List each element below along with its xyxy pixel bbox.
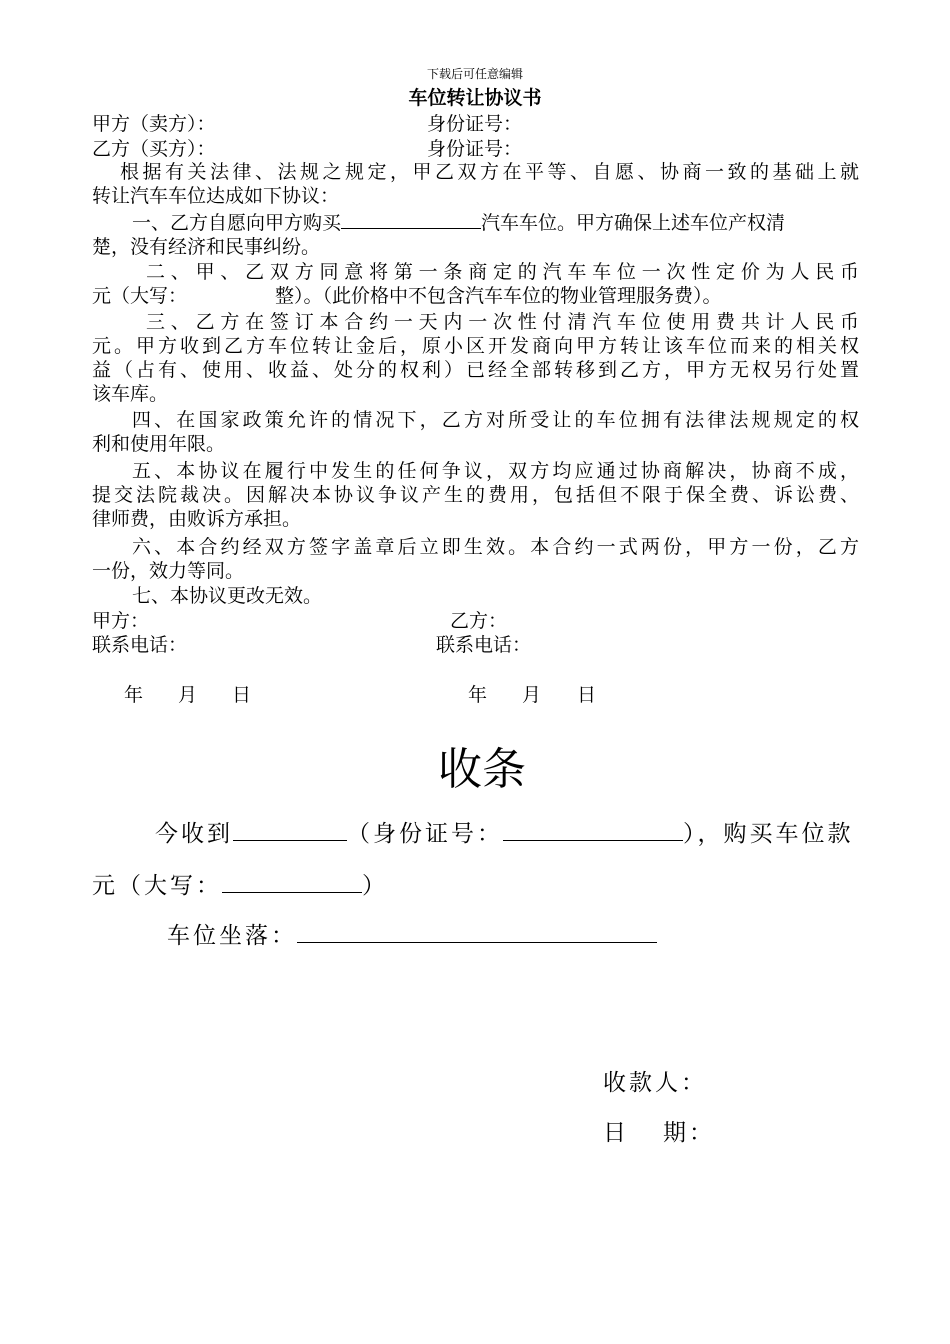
payee-label: 收款人： xyxy=(603,1070,707,1096)
receipt-date-label xyxy=(603,1118,715,1148)
received-from-label: 今收到 xyxy=(155,821,233,847)
clause-5-line: 律师费，由败诉方承担。 xyxy=(92,508,302,530)
receipt-line-1 xyxy=(155,816,854,849)
party-b-month: 月 xyxy=(522,684,542,706)
payer-name-blank xyxy=(233,816,347,841)
clause-4-line: 四、在国家政策允许的情况下，乙方对所受让的车位拥有法律法规规定的权 xyxy=(132,409,859,431)
receipt-line-3 xyxy=(167,918,657,951)
clause-3 xyxy=(92,310,859,406)
location-label: 车位坐落： xyxy=(167,923,297,949)
clause-4-line: 利和使用年限。 xyxy=(92,433,226,455)
clause-1 xyxy=(92,210,859,259)
receipt-line-2 xyxy=(92,868,388,901)
clause-1-text-a: 一、乙方自愿向甲方购买 xyxy=(132,212,342,234)
parking-space-blank xyxy=(341,210,481,229)
clause-1-text-b: 汽车车位。甲方确保上述车位产权清 xyxy=(481,212,786,234)
clause-2 xyxy=(92,260,859,308)
party-a-signature-label: 甲方： xyxy=(92,610,150,632)
clause-2-line xyxy=(92,284,859,308)
intro-line: 转让汽车车位达成如下协议： xyxy=(92,185,340,207)
seller-id-label: 身份证号： xyxy=(427,113,523,135)
intro-paragraph xyxy=(92,160,859,208)
party-b-signature-label: 乙方： xyxy=(450,610,508,632)
party-b-year: 年 xyxy=(468,684,488,706)
clause-4 xyxy=(92,408,859,456)
amount-close: ） xyxy=(362,873,388,899)
clause-2-line: 二、甲、乙双方同意将第一条商定的汽车车位一次性定价为人民币 xyxy=(146,261,859,283)
clause-6 xyxy=(92,535,859,583)
amount-words-label: 元（大写： xyxy=(92,873,222,899)
clause-7: 七、本协议更改无效。 xyxy=(132,585,323,607)
clause-6-line: 一份，效力等同。 xyxy=(92,560,245,582)
party-a-year: 年 xyxy=(124,684,144,706)
amount-words-blank xyxy=(222,868,362,893)
clause-3-line: 三、乙方在签订本合约一天内一次性付清汽车位使用费共计人民币 xyxy=(146,311,859,333)
location-blank xyxy=(297,918,657,943)
party-a-month: 月 xyxy=(178,684,198,706)
party-a-phone-label: 联系电话： xyxy=(92,634,188,656)
clause-5-line: 提交法院裁决。因解决本协议争议产生的费用，包括但不限于保全费、诉讼费、 xyxy=(92,484,859,506)
clause-6-line: 六、本合约经双方签字盖章后立即生效。本合约一式两份，甲方一份，乙方 xyxy=(132,536,859,558)
clause-1-line xyxy=(92,210,859,235)
buyer-label: 乙方（买方）： xyxy=(92,138,216,160)
party-b-day: 日 xyxy=(577,684,597,706)
clause-2-text-b: 元（大写： xyxy=(92,285,188,307)
clause-5 xyxy=(92,459,859,531)
clause-5-line: 五、本协议在履行中发生的任何争议，双方均应通过协商解决，协商不成， xyxy=(132,460,859,482)
clause-3-line: 该车库。 xyxy=(92,383,169,405)
intro-line: 根据有关法律、法规之规定，甲乙双方在平等、自愿、协商一致的基础上就 xyxy=(120,161,859,183)
date-char-2: 期： xyxy=(663,1120,715,1146)
header-note: 下载后可任意编辑 xyxy=(426,67,523,81)
seller-label: 甲方（卖方）： xyxy=(92,113,216,135)
buyer-id-label: 身份证号： xyxy=(427,138,523,160)
clause-3-line: 益（占有、使用、收益、处分的权利）已经全部转移到乙方，甲方无权另行处置 xyxy=(92,359,859,381)
purchase-label: ），购买车位款 xyxy=(683,821,854,847)
party-a-day: 日 xyxy=(232,684,252,706)
id-number-blank xyxy=(503,816,683,841)
clause-2-text-c: 整）。（此价格中不包含汽车车位的物业管理服务费）。 xyxy=(275,285,722,307)
document-title: 车位转让协议书 xyxy=(408,87,542,109)
clause-3-line: 元。甲方收到乙方车位转让金后，原小区开发商向甲方转让该车位而来的相关权 xyxy=(92,335,859,357)
id-number-label: （身份证号： xyxy=(347,821,503,847)
receipt-title: 收条 xyxy=(438,744,526,795)
date-char-1: 日 xyxy=(603,1120,629,1146)
party-b-phone-label: 联系电话： xyxy=(436,634,532,656)
clause-1-line: 楚，没有经济和民事纠纷。 xyxy=(92,236,321,258)
